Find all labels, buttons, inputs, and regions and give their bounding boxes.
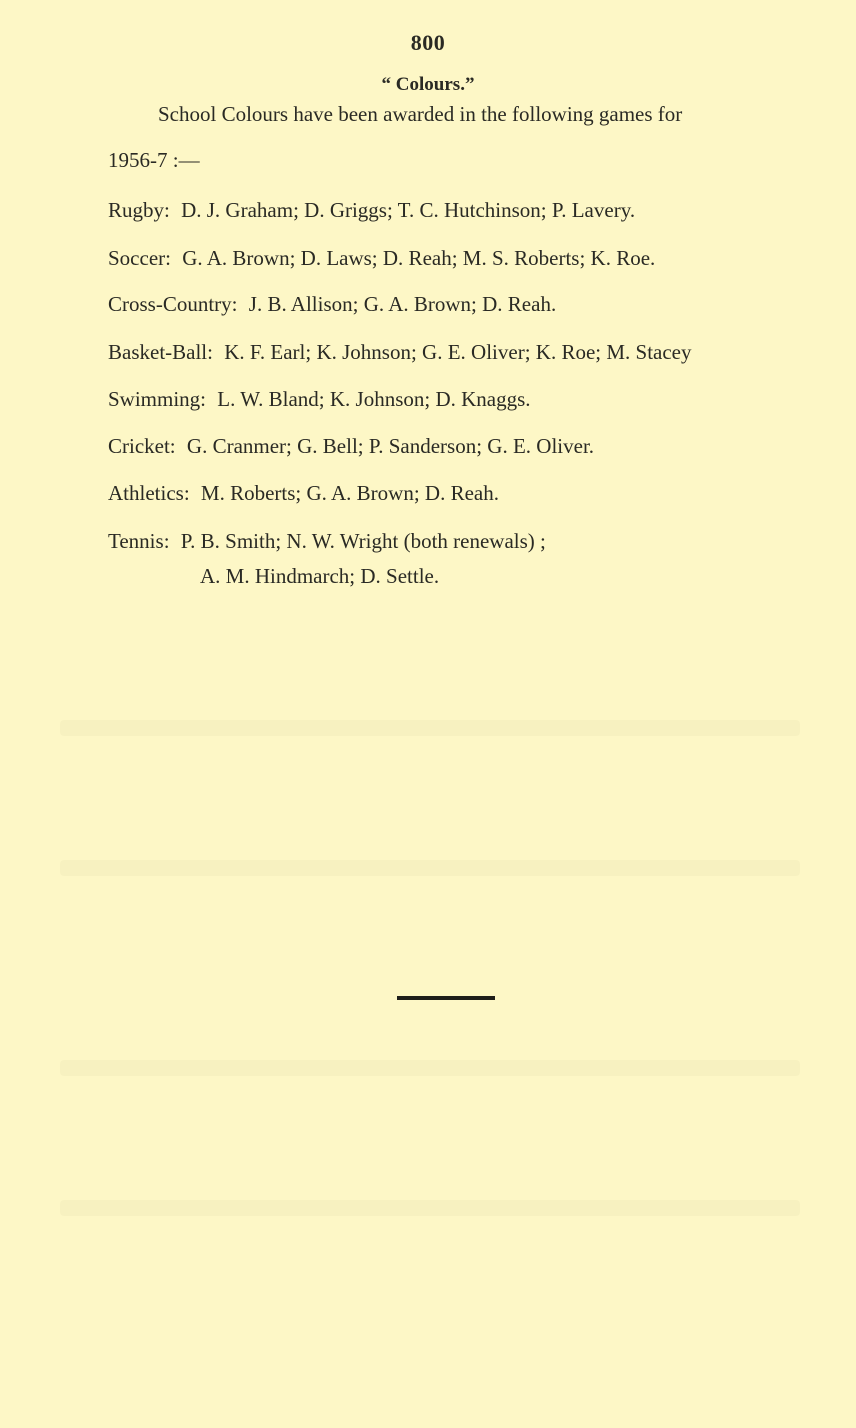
award-entry-cross-country [108,292,556,317]
award-entry-rugby [108,198,635,223]
sport-label: Athletics: [108,481,190,505]
sport-label: Soccer: [108,246,171,270]
award-names: G. Cranmer; G. Bell; P. Sanderson; G. E. Oliver. [186,434,595,458]
award-names: D. J. Graham; D. Griggs; T. C. Hutchinson; P. Lavery. [181,198,636,222]
season-year: 1956-7 :— [108,148,200,172]
award-names: M. Roberts; G. A. Brown; D. Reah. [200,481,499,505]
tennis-continuation: A. M. Hindmarch; D. Settle. [200,564,440,588]
sport-label: Basket-Ball: [108,340,213,364]
sport-label: Rugby: [108,198,170,222]
page-number: 800 [410,30,446,55]
award-entry-tennis [108,529,546,554]
sport-label: Cross-Country: [108,292,238,316]
award-entry-soccer [108,246,655,271]
award-names: P. B. Smith; N. W. Wright (both renewals) ; [180,529,546,553]
section-heading: “ Colours.” [381,74,475,95]
award-entry-athletics [108,481,499,506]
sport-label: Tennis: [108,529,170,553]
sport-label: Swimming: [108,387,207,411]
show-through-texture [60,720,800,736]
award-names: G. A. Brown; D. Laws; D. Reah; M. S. Roberts; K. Roe. [182,246,656,270]
show-through-texture [60,860,800,876]
award-names: J. B. Allison; G. A. Brown; D. Reah. [248,292,557,316]
award-entry-basket-ball [108,340,692,365]
award-entry-swimming [108,387,531,412]
intro-text: School Colours have been awarded in the following games for [158,102,683,126]
award-names: K. F. Earl; K. Johnson; G. E. Oliver; K. Roe; M. Stacey [224,340,692,364]
show-through-texture [60,1060,800,1076]
sport-label: Cricket: [108,434,176,458]
section-divider [397,996,495,1000]
award-names: L. W. Bland; K. Johnson; D. Knaggs. [217,387,531,411]
award-entry-cricket [108,434,594,459]
show-through-texture [60,1200,800,1216]
